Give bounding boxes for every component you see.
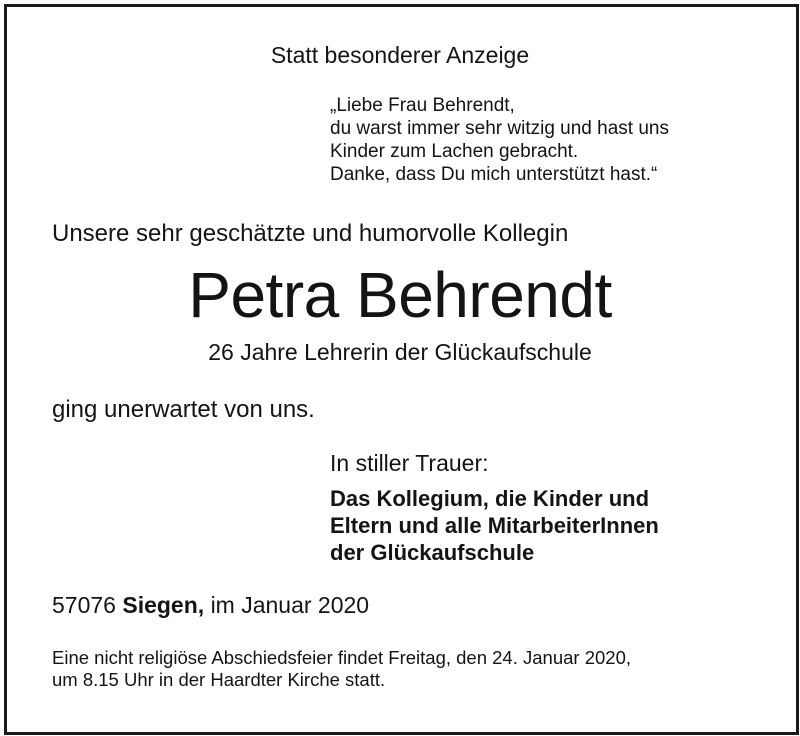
intro-line: Unsere sehr geschätzte und humorvolle Kollegin	[52, 220, 569, 247]
deceased-name: Petra Behrendt	[188, 259, 612, 331]
deceased-role: 26 Jahre Lehrerin der Glückaufschule	[208, 339, 592, 365]
signers: Das Kollegium, die Kinder und Eltern und alle MitarbeiterInnen der Glückaufschule	[330, 486, 659, 565]
notice-header: Statt besonderer Anzeige	[270, 42, 530, 68]
ceremony-notice: Eine nicht religiöse Abschiedsfeier findet Freitag, den 24. Januar 2020, um 8.15 Uhr in der Haardter Kirche statt.	[52, 647, 632, 690]
passed-away-line: ging unerwartet von uns.	[52, 396, 315, 423]
mourning-label: In stiller Trauer:	[330, 450, 489, 476]
place-date-line	[52, 594, 369, 617]
place-city: Siegen,	[122, 592, 205, 618]
place-date: im Januar 2020	[210, 592, 370, 618]
memorial-quote: „Liebe Frau Behrendt, du warst immer sehr witzig und hast uns Kinder zum Lachen gebracht. Danke, dass Du mich unterstützt hast.“	[330, 95, 669, 185]
place-zip: 57076	[52, 592, 116, 618]
